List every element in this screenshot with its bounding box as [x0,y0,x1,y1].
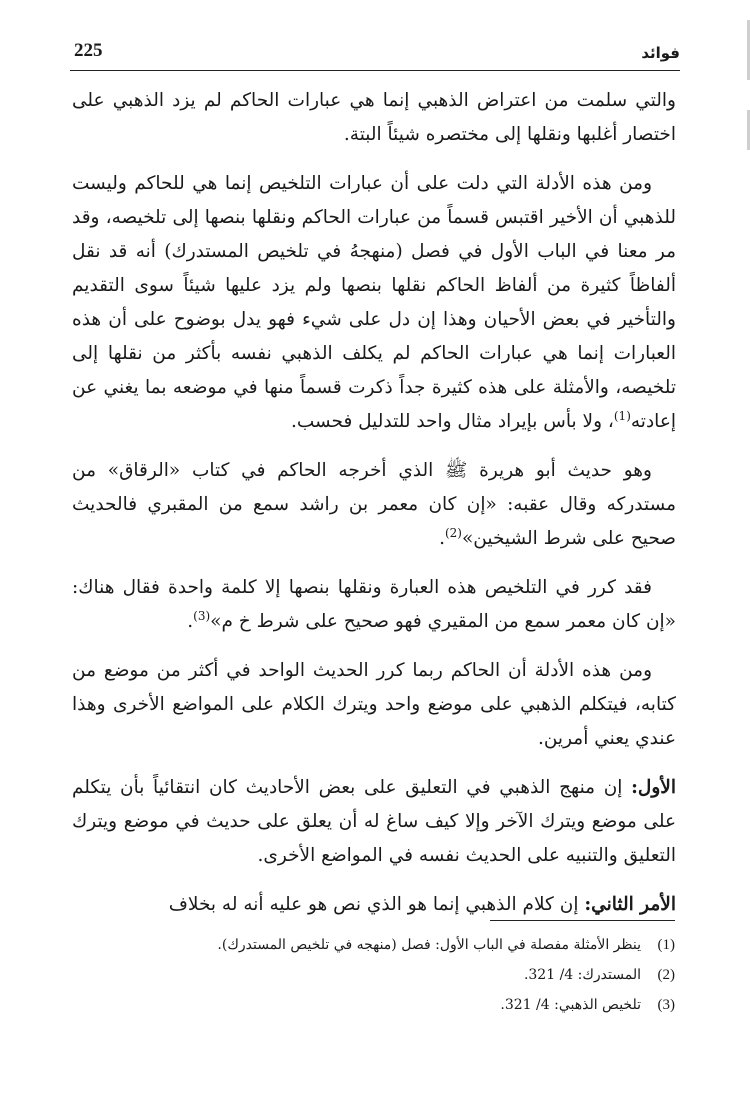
header-rule [70,70,680,71]
footnote-text: تلخيص الذهبي: 4/ 321. [500,997,641,1013]
paragraph-text: ومن هذه الأدلة التي دلت على أن عبارات التلخيص إنما هي للحاكم وليست للذهبي أن الأخير اقتبس قسماً من عبارات الحاكم ونقلها بنصها إلى تلخيصه، وقد مر معنا في الباب الأول في فصل (منهجهُ في تلخيص المستدرك) أنه قد نقل ألفاظاً كثيرة من ألفاظ الحاكم نقلها بنصها ولم يزد عليها شيئاً سوى التقديم والتأخير في بعض الأحيان وهذا إن دل على شيء فهو يدل بوضوح على أن هذه العبارات إنما هي عبارات الحاكم لم يكلف الذهبي نفسه بأكثر من نقلها إلى تلخيصه، والأمثلة على هذه كثيرة جداً ذكرت قسماً منها في موضعه بما يغني عن إعادته [72,173,676,432]
paragraph-text: . [439,528,445,549]
footnote-number: (1) [657,937,675,953]
footnote-reference[interactable]: (2) [444,525,462,540]
footnote [72,990,675,1020]
paragraph [72,771,676,873]
paragraph-text: إن كلام الذهبي إنما هو الذي نص هو عليه أنه له بخلاف [168,894,585,915]
page-header [70,38,680,68]
page-number: 225 [74,40,103,61]
footnote [72,930,675,960]
footnote-text: المستدرك: 4/ 321. [523,967,641,983]
footnote-reference[interactable]: (1) [613,408,631,423]
paragraph-text: إن منهج الذهبي في التعليق على بعض الأحاديث كان انتقائياً بأن يتكلم على موضع ويترك الآخر وإلا كيف ساغ له أن يعلق على حديث في موضع ويترك التعليق والتنبيه على الحديث نفسه في المواضع الأخرى. [72,777,676,866]
paragraph [72,454,676,556]
paragraph-text: ومن هذه الأدلة أن الحاكم ربما كرر الحديث الواحد في أكثر من موضع من كتابه، فيتكلم الذهبي على موضع واحد ويترك الكلام على المواضع الأخرى وهذا عندي يعني أمرين. [72,660,676,749]
paragraph-lead: الأول: [631,777,676,798]
paragraph-text: وهو حديث أبو هريرة ﷺ الذي أخرجه الحاكم في كتاب «الرقاق» من مستدركه وقال عقبه: «إن كان معمر بن راشد سمع من المقبري فالحديث صحيح على شرط الشيخين» [72,460,676,549]
footnote-text: ينظر الأمثلة مفصلة في الباب الأول: فصل (منهجه في تلخيص المستدرك). [217,937,641,953]
running-title: فوائد [641,44,680,62]
paragraph [72,84,676,152]
footnote-number: (2) [657,967,675,983]
paragraph-text: فقد كرر في التلخيص هذه العبارة ونقلها بنصها إلا كلمة واحدة فقال هناك: «إن كان معمر سمع من المقيري فهو صحيح على شرط خ م» [72,577,676,632]
paragraph [72,888,676,922]
footnote [72,960,675,990]
paragraph-lead: الأمر الثاني: [584,894,676,915]
paragraph-text: ، ولا بأس بإيراد مثال واحد للتدليل فحسب. [290,411,614,432]
footnotes [72,930,675,1020]
paragraph [72,571,676,639]
paragraph [72,167,676,439]
main-text [72,84,676,937]
paragraph-text: . [187,611,194,632]
footnote-reference[interactable]: (3) [193,608,211,623]
paragraph-text: والتي سلمت من اعتراض الذهبي إنما هي عبارات الحاكم لم يزد الذهبي على اختصار أغلبها ونقلها إلى مختصره شيئاً البتة. [72,90,676,145]
footnote-number: (3) [657,997,675,1013]
footnote-separator [490,920,675,921]
paragraph [72,654,676,756]
